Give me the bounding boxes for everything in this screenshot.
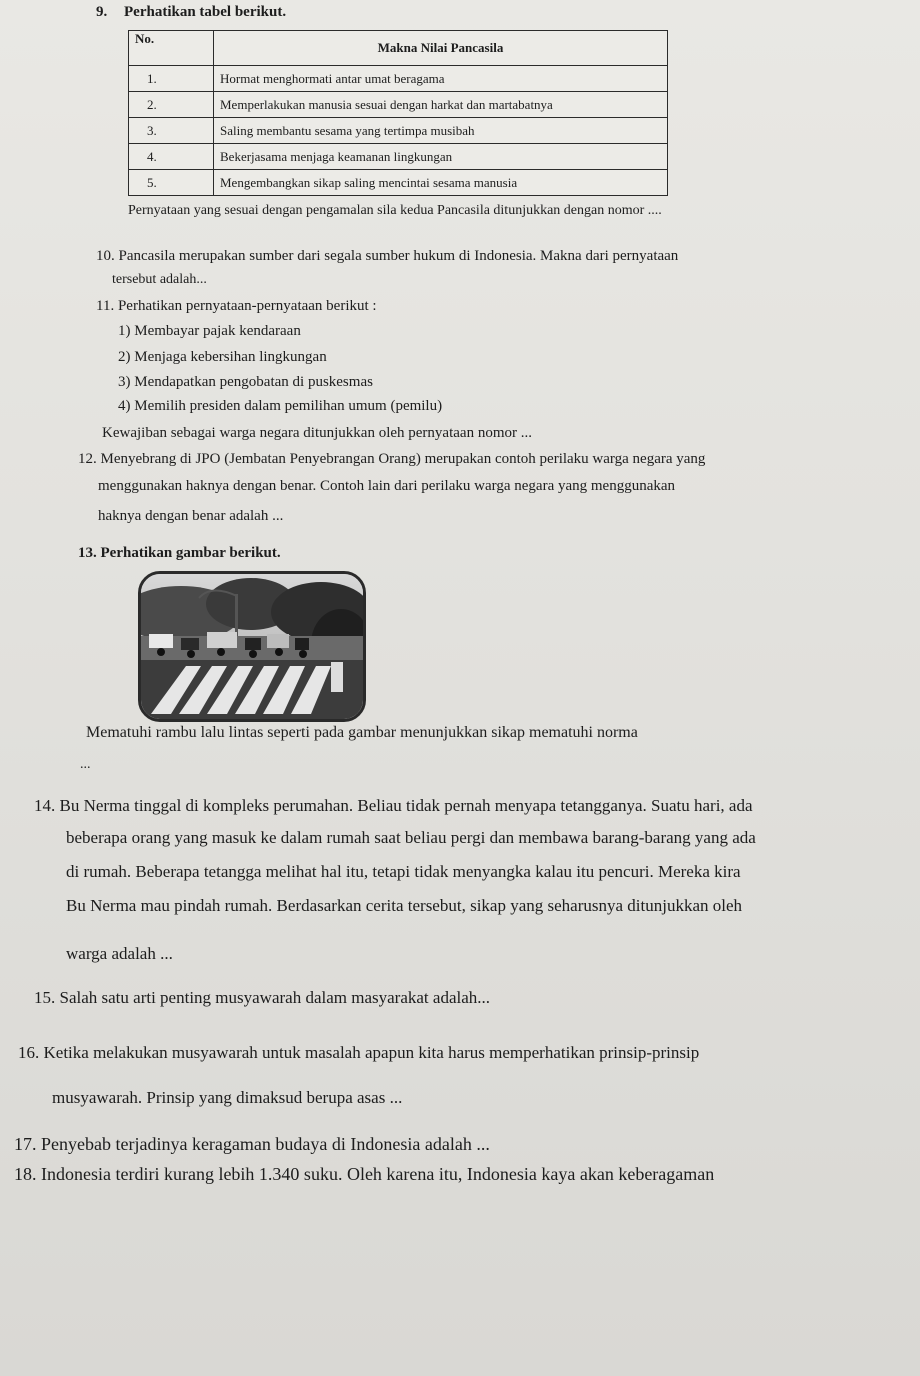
table-row	[129, 92, 668, 118]
row-text: Saling membantu sesama yang tertimpa musibah	[214, 118, 668, 144]
q14-line-3: di rumah. Beberapa tetangga melihat hal itu, tetapi tidak menyangka kalau itu pencuri. Mereka kira	[66, 862, 741, 881]
q14-line-1: 14. Bu Nerma tinggal di kompleks perumahan. Beliau tidak pernah menyapa tetangganya. Suatu hari, ada	[34, 796, 753, 815]
q16-line-1: 16. Ketika melakukan musyawarah untuk masalah apapun kita harus memperhatikan prinsip-prinsip	[18, 1043, 700, 1062]
q9-statement: Pernyataan yang sesuai dengan pengamalan sila kedua Pancasila ditunjukkan dengan nomor ....	[128, 203, 662, 218]
table-row	[129, 66, 668, 92]
q11-item: 1) Membayar pajak kendaraan	[118, 323, 301, 339]
q15-text: 15. Salah satu arti penting musyawarah dalam masyarakat adalah...	[34, 988, 491, 1007]
row-text: Bekerjasama menjaga keamanan lingkungan	[214, 144, 668, 170]
q14-line-2: beberapa orang yang masuk ke dalam rumah saat beliau pergi dan membawa barang-barang yang ada	[66, 828, 756, 847]
table-header-row	[129, 31, 668, 66]
q9-title: Perhatikan tabel berikut.	[124, 4, 287, 20]
q10-line-1: 10. Pancasila merupakan sumber dari segala sumber hukum di Indonesia. Makna dari pernyataan	[96, 248, 679, 264]
q11-question: Kewajiban sebagai warga negara ditunjukkan oleh pernyataan nomor ...	[102, 425, 532, 441]
q13-intro: 13. Perhatikan gambar berikut.	[78, 545, 281, 561]
row-no: 2.	[129, 92, 214, 118]
q18-text: 18. Indonesia terdiri kurang lebih 1.340 suku. Oleh karena itu, Indonesia kaya akan keberagaman	[14, 1164, 715, 1184]
row-text: Hormat menghormati antar umat beragama	[214, 66, 668, 92]
q9-number: 9.	[96, 4, 108, 20]
row-no: 1.	[129, 66, 214, 92]
row-text: Mengembangkan sikap saling mencintai sesama manusia	[214, 170, 668, 196]
q16-line-2: musyawarah. Prinsip yang dimaksud berupa asas ...	[52, 1088, 403, 1107]
header-no: No.	[129, 31, 214, 66]
q11-intro: 11. Perhatikan pernyataan-pernyataan berikut :	[96, 298, 377, 314]
q12-line-1: 12. Menyebrang di JPO (Jembatan Penyebrangan Orang) merupakan contoh perilaku warga negara yang	[78, 451, 706, 467]
q11-item: 2) Menjaga kebersihan lingkungan	[118, 349, 327, 365]
traffic-crossing-illustration	[141, 574, 363, 719]
q14-line-4: Bu Nerma mau pindah rumah. Berdasarkan cerita tersebut, sikap yang seharusnya ditunjukkan oleh	[66, 896, 743, 915]
q13-question: Mematuhi rambu lalu lintas seperti pada gambar menunjukkan sikap mematuhi norma	[86, 724, 638, 741]
table-row	[129, 144, 668, 170]
q14-line-5: warga adalah ...	[66, 944, 173, 963]
row-no: 5.	[129, 170, 214, 196]
q12-line-2: menggunakan haknya dengan benar. Contoh lain dari perilaku warga negara yang menggunakan	[98, 478, 676, 494]
table-row	[129, 118, 668, 144]
table-row	[129, 170, 668, 196]
row-no: 4.	[129, 144, 214, 170]
row-text: Memperlakukan manusia sesuai dengan harkat dan martabatnya	[214, 92, 668, 118]
row-no: 3.	[129, 118, 214, 144]
traffic-crossing-photo	[138, 571, 366, 722]
header-makna: Makna Nilai Pancasila	[214, 31, 668, 66]
pancasila-table	[128, 30, 668, 196]
q13-ellipsis: ...	[80, 757, 91, 772]
q17-text: 17. Penyebab terjadinya keragaman budaya di Indonesia adalah ...	[14, 1134, 490, 1154]
q12-line-3: haknya dengan benar adalah ...	[98, 508, 284, 524]
q10-line-2: tersebut adalah...	[112, 272, 207, 287]
q11-item: 4) Memilih presiden dalam pemilihan umum (pemilu)	[118, 398, 443, 414]
q11-item: 3) Mendapatkan pengobatan di puskesmas	[118, 374, 373, 390]
